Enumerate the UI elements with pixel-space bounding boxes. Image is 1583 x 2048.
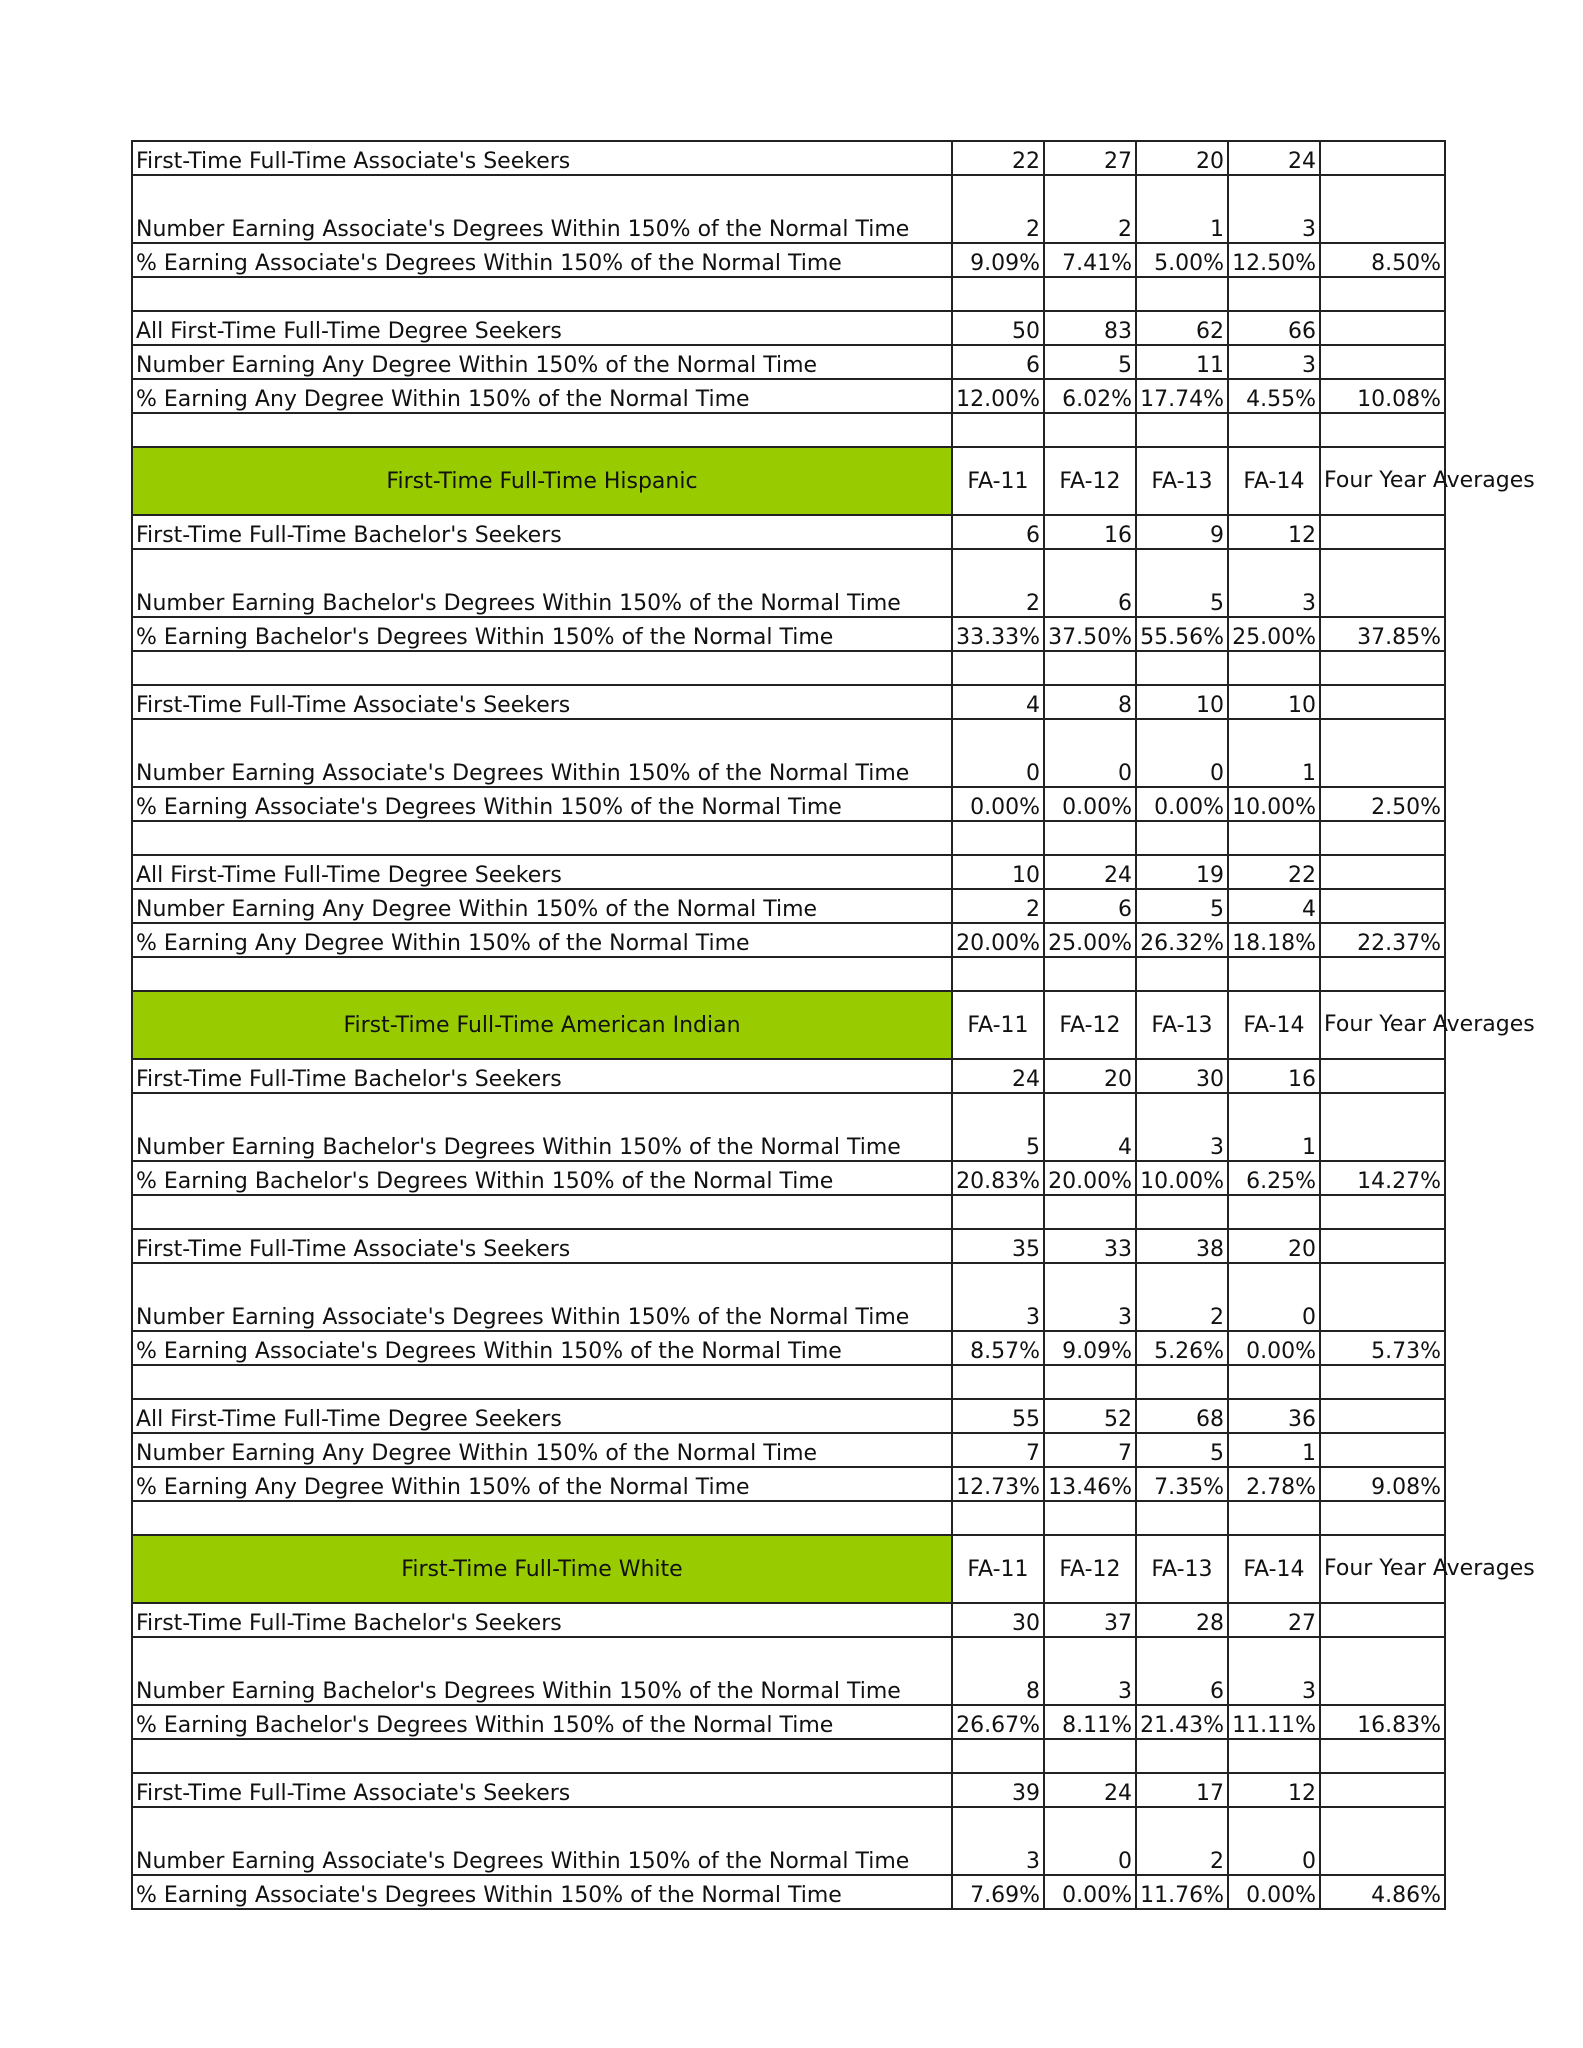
empty-cell — [952, 1365, 1044, 1399]
value-cell: 52 — [1044, 1399, 1136, 1433]
value-cell: 62 — [1136, 311, 1228, 345]
value-cell: 2.78% — [1228, 1467, 1320, 1501]
table-row — [132, 1399, 1445, 1433]
average-cell — [1320, 515, 1445, 549]
value-cell: 24 — [1228, 141, 1320, 175]
average-cell: 16.83% — [1320, 1705, 1445, 1739]
value-cell: 50 — [952, 311, 1044, 345]
value-cell: 13.46% — [1044, 1467, 1136, 1501]
value-cell: 12 — [1228, 1773, 1320, 1807]
value-cell: 12.50% — [1228, 243, 1320, 277]
table-row — [132, 379, 1445, 413]
empty-cell — [1228, 1501, 1320, 1535]
value-cell: 6 — [1044, 549, 1136, 617]
table-row — [132, 1093, 1445, 1161]
average-cell — [1320, 345, 1445, 379]
empty-cell — [1044, 1195, 1136, 1229]
value-cell: 2 — [952, 175, 1044, 243]
average-cell — [1320, 719, 1445, 787]
value-cell: 24 — [1044, 1773, 1136, 1807]
table-row — [132, 1773, 1445, 1807]
empty-cell — [1136, 277, 1228, 311]
empty-cell — [952, 1501, 1044, 1535]
row-label: Number Earning Any Degree Within 150% of the Normal Time — [132, 345, 952, 379]
average-cell: 8.50% — [1320, 243, 1445, 277]
value-cell: 68 — [1136, 1399, 1228, 1433]
row-label: Number Earning Bachelor's Degrees Within 150% of the Normal Time — [132, 1093, 952, 1161]
empty-cell — [1228, 1195, 1320, 1229]
empty-cell — [1320, 1501, 1445, 1535]
empty-cell — [1136, 1739, 1228, 1773]
table-row — [132, 889, 1445, 923]
empty-cell — [952, 277, 1044, 311]
value-cell: 0 — [1136, 719, 1228, 787]
row-label: First-Time Full-Time Bachelor's Seekers — [132, 1059, 952, 1093]
empty-cell — [952, 651, 1044, 685]
average-cell: 4.86% — [1320, 1875, 1445, 1909]
empty-cell — [132, 1195, 952, 1229]
row-label: Number Earning Associate's Degrees Within 150% of the Normal Time — [132, 719, 952, 787]
value-cell: 21.43% — [1136, 1705, 1228, 1739]
value-cell: 39 — [952, 1773, 1044, 1807]
row-label: Number Earning Associate's Degrees Within 150% of the Normal Time — [132, 1807, 952, 1875]
column-header: FA-14 — [1228, 1535, 1320, 1603]
empty-cell — [1320, 1739, 1445, 1773]
spacer-row — [132, 651, 1445, 685]
value-cell: 38 — [1136, 1229, 1228, 1263]
value-cell: 55 — [952, 1399, 1044, 1433]
value-cell: 1 — [1228, 1093, 1320, 1161]
value-cell: 2 — [1136, 1263, 1228, 1331]
average-cell: 5.73% — [1320, 1331, 1445, 1365]
table-row — [132, 719, 1445, 787]
row-label: % Earning Associate's Degrees Within 150% of the Normal Time — [132, 1331, 952, 1365]
value-cell: 2 — [1044, 175, 1136, 243]
column-header: FA-12 — [1044, 1535, 1136, 1603]
average-cell — [1320, 1093, 1445, 1161]
column-header: FA-12 — [1044, 447, 1136, 515]
row-label: % Earning Bachelor's Degrees Within 150% of the Normal Time — [132, 617, 952, 651]
value-cell: 4.55% — [1228, 379, 1320, 413]
table-row — [132, 787, 1445, 821]
value-cell: 0.00% — [1044, 1875, 1136, 1909]
empty-cell — [1228, 413, 1320, 447]
table-row — [132, 923, 1445, 957]
value-cell: 25.00% — [1228, 617, 1320, 651]
value-cell: 7 — [952, 1433, 1044, 1467]
section-title: First-Time Full-Time White — [132, 1535, 952, 1603]
empty-cell — [952, 821, 1044, 855]
table-row — [132, 685, 1445, 719]
spacer-row — [132, 413, 1445, 447]
value-cell: 27 — [1044, 141, 1136, 175]
value-cell: 6 — [952, 345, 1044, 379]
spacer-row — [132, 1501, 1445, 1535]
empty-cell — [952, 957, 1044, 991]
empty-cell — [1136, 1365, 1228, 1399]
empty-cell — [1320, 957, 1445, 991]
row-label: Number Earning Any Degree Within 150% of the Normal Time — [132, 889, 952, 923]
empty-cell — [1044, 957, 1136, 991]
row-label: % Earning Associate's Degrees Within 150% of the Normal Time — [132, 787, 952, 821]
table-row — [132, 1263, 1445, 1331]
table-row — [132, 549, 1445, 617]
section-header-row — [132, 1535, 1445, 1603]
row-label: First-Time Full-Time Associate's Seekers — [132, 141, 952, 175]
average-cell: 10.08% — [1320, 379, 1445, 413]
section-title: First-Time Full-Time American Indian — [132, 991, 952, 1059]
empty-cell — [1136, 651, 1228, 685]
value-cell: 37.50% — [1044, 617, 1136, 651]
value-cell: 0.00% — [952, 787, 1044, 821]
table-row — [132, 1705, 1445, 1739]
average-cell: 2.50% — [1320, 787, 1445, 821]
value-cell: 0.00% — [1044, 787, 1136, 821]
value-cell: 20.00% — [952, 923, 1044, 957]
value-cell: 3 — [1044, 1263, 1136, 1331]
value-cell: 4 — [952, 685, 1044, 719]
empty-cell — [1044, 1365, 1136, 1399]
spacer-row — [132, 821, 1445, 855]
empty-cell — [1136, 1195, 1228, 1229]
value-cell: 6 — [952, 515, 1044, 549]
value-cell: 16 — [1044, 515, 1136, 549]
spacer-row — [132, 277, 1445, 311]
average-cell — [1320, 311, 1445, 345]
average-cell — [1320, 1773, 1445, 1807]
average-cell — [1320, 855, 1445, 889]
value-cell: 11.76% — [1136, 1875, 1228, 1909]
value-cell: 6 — [1044, 889, 1136, 923]
empty-cell — [1228, 1739, 1320, 1773]
section-header-row — [132, 991, 1445, 1059]
row-label: Number Earning Any Degree Within 150% of the Normal Time — [132, 1433, 952, 1467]
empty-cell — [1044, 651, 1136, 685]
table-row — [132, 1637, 1445, 1705]
column-header: FA-13 — [1136, 1535, 1228, 1603]
row-label: % Earning Any Degree Within 150% of the Normal Time — [132, 379, 952, 413]
empty-cell — [1136, 821, 1228, 855]
empty-cell — [132, 1365, 952, 1399]
value-cell: 10 — [1228, 685, 1320, 719]
empty-cell — [1320, 413, 1445, 447]
table-row — [132, 1467, 1445, 1501]
table-row — [132, 311, 1445, 345]
column-header: FA-11 — [952, 447, 1044, 515]
row-label: % Earning Any Degree Within 150% of the Normal Time — [132, 1467, 952, 1501]
value-cell: 6 — [1136, 1637, 1228, 1705]
empty-cell — [1320, 821, 1445, 855]
empty-cell — [1320, 1195, 1445, 1229]
table-row — [132, 345, 1445, 379]
value-cell: 6.02% — [1044, 379, 1136, 413]
row-label: Number Earning Bachelor's Degrees Within 150% of the Normal Time — [132, 549, 952, 617]
average-cell — [1320, 1399, 1445, 1433]
value-cell: 8 — [952, 1637, 1044, 1705]
value-cell: 2 — [1136, 1807, 1228, 1875]
value-cell: 7 — [1044, 1433, 1136, 1467]
value-cell: 26.32% — [1136, 923, 1228, 957]
value-cell: 0 — [1228, 1263, 1320, 1331]
empty-cell — [1044, 1739, 1136, 1773]
value-cell: 7.69% — [952, 1875, 1044, 1909]
value-cell: 35 — [952, 1229, 1044, 1263]
value-cell: 25.00% — [1044, 923, 1136, 957]
average-cell — [1320, 1603, 1445, 1637]
value-cell: 9.09% — [1044, 1331, 1136, 1365]
value-cell: 20 — [1136, 141, 1228, 175]
empty-cell — [1228, 821, 1320, 855]
empty-cell — [132, 821, 952, 855]
section-header-row — [132, 447, 1445, 515]
average-cell — [1320, 1059, 1445, 1093]
row-label: First-Time Full-Time Bachelor's Seekers — [132, 1603, 952, 1637]
spacer-row — [132, 1739, 1445, 1773]
table-row — [132, 1229, 1445, 1263]
value-cell: 10 — [1136, 685, 1228, 719]
table-row — [132, 1331, 1445, 1365]
value-cell: 7.41% — [1044, 243, 1136, 277]
value-cell: 83 — [1044, 311, 1136, 345]
empty-cell — [132, 957, 952, 991]
value-cell: 10 — [952, 855, 1044, 889]
empty-cell — [1044, 413, 1136, 447]
table-row — [132, 243, 1445, 277]
value-cell: 0 — [1228, 1807, 1320, 1875]
value-cell: 30 — [952, 1603, 1044, 1637]
value-cell: 8.11% — [1044, 1705, 1136, 1739]
column-header: FA-12 — [1044, 991, 1136, 1059]
empty-cell — [1136, 413, 1228, 447]
spacer-row — [132, 957, 1445, 991]
value-cell: 33 — [1044, 1229, 1136, 1263]
table-row — [132, 617, 1445, 651]
value-cell: 5 — [1136, 1433, 1228, 1467]
column-header: FA-13 — [1136, 991, 1228, 1059]
empty-cell — [1136, 957, 1228, 991]
table-row — [132, 1433, 1445, 1467]
empty-cell — [132, 277, 952, 311]
row-label: First-Time Full-Time Bachelor's Seekers — [132, 515, 952, 549]
spacer-row — [132, 1365, 1445, 1399]
row-label: Number Earning Bachelor's Degrees Within 150% of the Normal Time — [132, 1637, 952, 1705]
value-cell: 66 — [1228, 311, 1320, 345]
empty-cell — [132, 651, 952, 685]
row-label: Number Earning Associate's Degrees Within 150% of the Normal Time — [132, 1263, 952, 1331]
value-cell: 4 — [1228, 889, 1320, 923]
row-label: All First-Time Full-Time Degree Seekers — [132, 1399, 952, 1433]
table-row — [132, 1059, 1445, 1093]
value-cell: 8.57% — [952, 1331, 1044, 1365]
empty-cell — [132, 1501, 952, 1535]
empty-cell — [1044, 821, 1136, 855]
empty-cell — [1228, 277, 1320, 311]
table-row — [132, 855, 1445, 889]
value-cell: 0 — [952, 719, 1044, 787]
value-cell: 5 — [1136, 889, 1228, 923]
average-cell — [1320, 685, 1445, 719]
empty-cell — [132, 413, 952, 447]
average-cell — [1320, 1433, 1445, 1467]
value-cell: 30 — [1136, 1059, 1228, 1093]
value-cell: 9.09% — [952, 243, 1044, 277]
value-cell: 28 — [1136, 1603, 1228, 1637]
average-cell: 37.85% — [1320, 617, 1445, 651]
value-cell: 24 — [952, 1059, 1044, 1093]
value-cell: 33.33% — [952, 617, 1044, 651]
value-cell: 10.00% — [1228, 787, 1320, 821]
value-cell: 16 — [1228, 1059, 1320, 1093]
value-cell: 5.26% — [1136, 1331, 1228, 1365]
value-cell: 9 — [1136, 515, 1228, 549]
column-header: FA-14 — [1228, 447, 1320, 515]
value-cell: 0 — [1044, 719, 1136, 787]
empty-cell — [1320, 1365, 1445, 1399]
value-cell: 3 — [1044, 1637, 1136, 1705]
value-cell: 17 — [1136, 1773, 1228, 1807]
value-cell: 26.67% — [952, 1705, 1044, 1739]
empty-cell — [1228, 1365, 1320, 1399]
empty-cell — [1136, 1501, 1228, 1535]
value-cell: 3 — [1228, 345, 1320, 379]
average-cell — [1320, 1229, 1445, 1263]
row-label: % Earning Bachelor's Degrees Within 150% of the Normal Time — [132, 1161, 952, 1195]
value-cell: 0.00% — [1136, 787, 1228, 821]
table-row — [132, 175, 1445, 243]
average-header: Four Year Averages — [1320, 1535, 1445, 1603]
value-cell: 5 — [1044, 345, 1136, 379]
value-cell: 2 — [952, 549, 1044, 617]
empty-cell — [1044, 1501, 1136, 1535]
value-cell: 10.00% — [1136, 1161, 1228, 1195]
value-cell: 12.73% — [952, 1467, 1044, 1501]
value-cell: 6.25% — [1228, 1161, 1320, 1195]
value-cell: 18.18% — [1228, 923, 1320, 957]
empty-cell — [952, 1739, 1044, 1773]
empty-cell — [952, 1195, 1044, 1229]
average-cell — [1320, 1807, 1445, 1875]
value-cell: 22 — [952, 141, 1044, 175]
value-cell: 27 — [1228, 1603, 1320, 1637]
value-cell: 17.74% — [1136, 379, 1228, 413]
value-cell: 12.00% — [952, 379, 1044, 413]
column-header: FA-11 — [952, 991, 1044, 1059]
value-cell: 8 — [1044, 685, 1136, 719]
row-label: All First-Time Full-Time Degree Seekers — [132, 311, 952, 345]
row-label: % Earning Associate's Degrees Within 150% of the Normal Time — [132, 1875, 952, 1909]
value-cell: 20.83% — [952, 1161, 1044, 1195]
spacer-row — [132, 1195, 1445, 1229]
empty-cell — [1044, 277, 1136, 311]
value-cell: 55.56% — [1136, 617, 1228, 651]
value-cell: 11 — [1136, 345, 1228, 379]
average-cell — [1320, 141, 1445, 175]
value-cell: 3 — [1228, 175, 1320, 243]
average-cell — [1320, 175, 1445, 243]
table-row — [132, 1807, 1445, 1875]
value-cell: 4 — [1044, 1093, 1136, 1161]
table-row — [132, 1875, 1445, 1909]
value-cell: 3 — [952, 1807, 1044, 1875]
section-title: First-Time Full-Time Hispanic — [132, 447, 952, 515]
average-cell — [1320, 1637, 1445, 1705]
value-cell: 3 — [952, 1263, 1044, 1331]
table-row — [132, 515, 1445, 549]
row-label: All First-Time Full-Time Degree Seekers — [132, 855, 952, 889]
value-cell: 22 — [1228, 855, 1320, 889]
row-label: % Earning Bachelor's Degrees Within 150% of the Normal Time — [132, 1705, 952, 1739]
value-cell: 2 — [952, 889, 1044, 923]
empty-cell — [1228, 651, 1320, 685]
value-cell: 7.35% — [1136, 1467, 1228, 1501]
value-cell: 24 — [1044, 855, 1136, 889]
table-row — [132, 1161, 1445, 1195]
average-cell — [1320, 549, 1445, 617]
row-label: First-Time Full-Time Associate's Seekers — [132, 1773, 952, 1807]
value-cell: 3 — [1228, 1637, 1320, 1705]
value-cell: 12 — [1228, 515, 1320, 549]
value-cell: 20 — [1044, 1059, 1136, 1093]
empty-cell — [1320, 277, 1445, 311]
average-cell — [1320, 1263, 1445, 1331]
value-cell: 20.00% — [1044, 1161, 1136, 1195]
row-label: % Earning Associate's Degrees Within 150% of the Normal Time — [132, 243, 952, 277]
empty-cell — [952, 413, 1044, 447]
empty-cell — [1320, 651, 1445, 685]
value-cell: 0 — [1044, 1807, 1136, 1875]
value-cell: 0.00% — [1228, 1331, 1320, 1365]
value-cell: 3 — [1228, 549, 1320, 617]
value-cell: 5 — [1136, 549, 1228, 617]
value-cell: 5 — [952, 1093, 1044, 1161]
average-cell: 14.27% — [1320, 1161, 1445, 1195]
column-header: FA-14 — [1228, 991, 1320, 1059]
empty-cell — [1228, 957, 1320, 991]
average-header: Four Year Averages — [1320, 991, 1445, 1059]
value-cell: 37 — [1044, 1603, 1136, 1637]
retention-data-table — [131, 140, 1535, 1910]
row-label: First-Time Full-Time Associate's Seekers — [132, 685, 952, 719]
average-header: Four Year Averages — [1320, 447, 1445, 515]
value-cell: 19 — [1136, 855, 1228, 889]
average-cell: 22.37% — [1320, 923, 1445, 957]
row-label: Number Earning Associate's Degrees Within 150% of the Normal Time — [132, 175, 952, 243]
value-cell: 1 — [1228, 719, 1320, 787]
value-cell: 36 — [1228, 1399, 1320, 1433]
value-cell: 20 — [1228, 1229, 1320, 1263]
average-cell: 9.08% — [1320, 1467, 1445, 1501]
average-cell — [1320, 889, 1445, 923]
table-row — [132, 1603, 1445, 1637]
value-cell: 1 — [1228, 1433, 1320, 1467]
value-cell: 1 — [1136, 175, 1228, 243]
empty-cell — [132, 1739, 952, 1773]
value-cell: 3 — [1136, 1093, 1228, 1161]
table-row — [132, 141, 1445, 175]
row-label: First-Time Full-Time Associate's Seekers — [132, 1229, 952, 1263]
value-cell: 5.00% — [1136, 243, 1228, 277]
value-cell: 11.11% — [1228, 1705, 1320, 1739]
row-label: % Earning Any Degree Within 150% of the Normal Time — [132, 923, 952, 957]
value-cell: 0.00% — [1228, 1875, 1320, 1909]
column-header: FA-13 — [1136, 447, 1228, 515]
column-header: FA-11 — [952, 1535, 1044, 1603]
